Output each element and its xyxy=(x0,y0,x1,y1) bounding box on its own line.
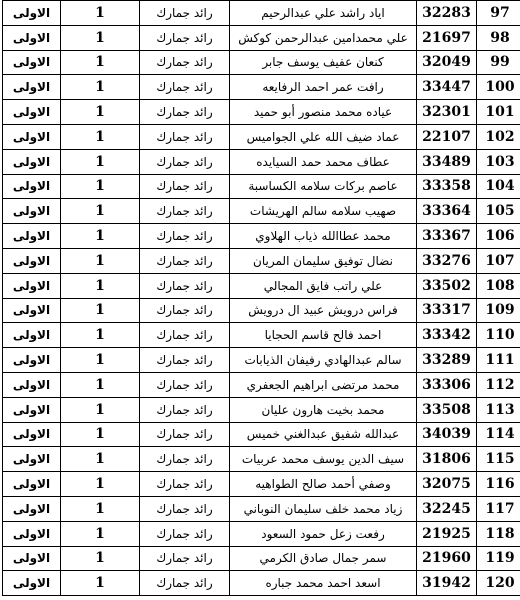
id-cell: 21925 xyxy=(417,521,477,546)
name-cell: رافت عمر احمد الرفايعه xyxy=(230,75,417,100)
count-cell: 1 xyxy=(61,298,140,323)
id-cell: 32283 xyxy=(417,1,477,26)
name-cell: محمد عطاالله ذياب الهلاوي xyxy=(230,224,417,249)
table-row xyxy=(3,174,520,199)
id-cell: 31942 xyxy=(417,571,477,596)
row-number-cell: 98 xyxy=(477,25,520,50)
row-number-cell: 107 xyxy=(477,248,520,273)
rank-cell: رائد جمارك xyxy=(140,571,230,596)
count-cell: 1 xyxy=(61,397,140,422)
name-cell: سيف الدين يوسف محمد عربيات xyxy=(230,447,417,472)
rank-cell: رائد جمارك xyxy=(140,1,230,26)
rank-cell: رائد جمارك xyxy=(140,372,230,397)
row-number-cell: 119 xyxy=(477,546,520,571)
status-cell: الاولى xyxy=(3,149,61,174)
count-cell: 1 xyxy=(61,546,140,571)
id-cell: 33342 xyxy=(417,323,477,348)
rank-cell: رائد جمارك xyxy=(140,298,230,323)
id-cell: 33276 xyxy=(417,248,477,273)
id-cell: 22107 xyxy=(417,124,477,149)
table-row xyxy=(3,372,520,397)
id-cell: 33358 xyxy=(417,174,477,199)
status-cell: الاولى xyxy=(3,75,61,100)
status-cell: الاولى xyxy=(3,323,61,348)
rank-cell: رائد جمارك xyxy=(140,124,230,149)
count-cell: 1 xyxy=(61,25,140,50)
row-number-cell: 109 xyxy=(477,298,520,323)
table-row xyxy=(3,1,520,26)
personnel-table xyxy=(2,0,520,596)
status-cell: الاولى xyxy=(3,298,61,323)
status-cell: الاولى xyxy=(3,422,61,447)
id-cell: 32245 xyxy=(417,496,477,521)
table-row xyxy=(3,546,520,571)
table-body xyxy=(3,1,520,596)
count-cell: 1 xyxy=(61,199,140,224)
status-cell: الاولى xyxy=(3,224,61,249)
rank-cell: رائد جمارك xyxy=(140,174,230,199)
row-number-cell: 105 xyxy=(477,199,520,224)
count-cell: 1 xyxy=(61,348,140,373)
name-cell: سالم عبدالهادي رفيفان الذيابات xyxy=(230,348,417,373)
count-cell: 1 xyxy=(61,124,140,149)
count-cell: 1 xyxy=(61,496,140,521)
id-cell: 33489 xyxy=(417,149,477,174)
status-cell: الاولى xyxy=(3,124,61,149)
rank-cell: رائد جمارك xyxy=(140,546,230,571)
id-cell: 33502 xyxy=(417,273,477,298)
name-cell: عطاف محمد حمد السيايده xyxy=(230,149,417,174)
status-cell: الاولى xyxy=(3,348,61,373)
row-number-cell: 110 xyxy=(477,323,520,348)
table-row xyxy=(3,472,520,497)
name-cell: عاصم بركات سلامه الكساسبة xyxy=(230,174,417,199)
rank-cell: رائد جمارك xyxy=(140,199,230,224)
rank-cell: رائد جمارك xyxy=(140,422,230,447)
id-cell: 31806 xyxy=(417,447,477,472)
id-cell: 32049 xyxy=(417,50,477,75)
rank-cell: رائد جمارك xyxy=(140,50,230,75)
row-number-cell: 97 xyxy=(477,1,520,26)
count-cell: 1 xyxy=(61,174,140,199)
id-cell: 33447 xyxy=(417,75,477,100)
status-cell: الاولى xyxy=(3,496,61,521)
table-row xyxy=(3,447,520,472)
name-cell: وصفي أحمد صالح الطواهيه xyxy=(230,472,417,497)
rank-cell: رائد جمارك xyxy=(140,25,230,50)
status-cell: الاولى xyxy=(3,372,61,397)
row-number-cell: 118 xyxy=(477,521,520,546)
rank-cell: رائد جمارك xyxy=(140,248,230,273)
table-row xyxy=(3,496,520,521)
count-cell: 1 xyxy=(61,75,140,100)
name-cell: عبدالله شفيق عبدالغني خميس xyxy=(230,422,417,447)
table-row xyxy=(3,199,520,224)
name-cell: كنعان عفيف يوسف جابر xyxy=(230,50,417,75)
table-row xyxy=(3,149,520,174)
name-cell: محمد بخيت هارون عليان xyxy=(230,397,417,422)
id-cell: 33306 xyxy=(417,372,477,397)
row-number-cell: 104 xyxy=(477,174,520,199)
table-row xyxy=(3,397,520,422)
table-row xyxy=(3,75,520,100)
table-row xyxy=(3,348,520,373)
rank-cell: رائد جمارك xyxy=(140,472,230,497)
name-cell: سمر جمال صادق الكرمي xyxy=(230,546,417,571)
status-cell: الاولى xyxy=(3,248,61,273)
status-cell: الاولى xyxy=(3,1,61,26)
id-cell: 33367 xyxy=(417,224,477,249)
row-number-cell: 99 xyxy=(477,50,520,75)
name-cell: نضال توفيق سليمان المريان xyxy=(230,248,417,273)
count-cell: 1 xyxy=(61,100,140,125)
status-cell: الاولى xyxy=(3,273,61,298)
count-cell: 1 xyxy=(61,273,140,298)
rank-cell: رائد جمارك xyxy=(140,273,230,298)
row-number-cell: 117 xyxy=(477,496,520,521)
status-cell: الاولى xyxy=(3,472,61,497)
name-cell: صهيب سلامه سالم الهريشات xyxy=(230,199,417,224)
count-cell: 1 xyxy=(61,422,140,447)
rank-cell: رائد جمارك xyxy=(140,348,230,373)
rank-cell: رائد جمارك xyxy=(140,75,230,100)
status-cell: الاولى xyxy=(3,25,61,50)
row-number-cell: 115 xyxy=(477,447,520,472)
name-cell: احمد فالح قاسم الحجايا xyxy=(230,323,417,348)
status-cell: الاولى xyxy=(3,521,61,546)
row-number-cell: 108 xyxy=(477,273,520,298)
status-cell: الاولى xyxy=(3,50,61,75)
count-cell: 1 xyxy=(61,224,140,249)
count-cell: 1 xyxy=(61,149,140,174)
row-number-cell: 120 xyxy=(477,571,520,596)
table-row xyxy=(3,124,520,149)
row-number-cell: 116 xyxy=(477,472,520,497)
id-cell: 21697 xyxy=(417,25,477,50)
row-number-cell: 103 xyxy=(477,149,520,174)
count-cell: 1 xyxy=(61,50,140,75)
count-cell: 1 xyxy=(61,447,140,472)
name-cell: علي محمدامين عبدالرحمن كوكش xyxy=(230,25,417,50)
rank-cell: رائد جمارك xyxy=(140,521,230,546)
id-cell: 33508 xyxy=(417,397,477,422)
name-cell: فراس درويش عبيد ال درويش xyxy=(230,298,417,323)
table-row xyxy=(3,422,520,447)
id-cell: 33289 xyxy=(417,348,477,373)
status-cell: الاولى xyxy=(3,447,61,472)
name-cell: اسعد احمد محمد جباره xyxy=(230,571,417,596)
row-number-cell: 114 xyxy=(477,422,520,447)
rank-cell: رائد جمارك xyxy=(140,447,230,472)
name-cell: عياده محمد منصور أبو حميد xyxy=(230,100,417,125)
table-row xyxy=(3,273,520,298)
name-cell: محمد مرتضى ابراهيم الجعفري xyxy=(230,372,417,397)
name-cell: علي راتب فايق المجالي xyxy=(230,273,417,298)
row-number-cell: 101 xyxy=(477,100,520,125)
table-row xyxy=(3,248,520,273)
table-row xyxy=(3,298,520,323)
row-number-cell: 100 xyxy=(477,75,520,100)
rank-cell: رائد جمارك xyxy=(140,397,230,422)
name-cell: عماد ضيف الله علي الجواميس xyxy=(230,124,417,149)
status-cell: الاولى xyxy=(3,174,61,199)
count-cell: 1 xyxy=(61,1,140,26)
status-cell: الاولى xyxy=(3,100,61,125)
rank-cell: رائد جمارك xyxy=(140,496,230,521)
row-number-cell: 102 xyxy=(477,124,520,149)
id-cell: 32301 xyxy=(417,100,477,125)
table-row xyxy=(3,323,520,348)
status-cell: الاولى xyxy=(3,546,61,571)
id-cell: 33317 xyxy=(417,298,477,323)
id-cell: 33364 xyxy=(417,199,477,224)
row-number-cell: 113 xyxy=(477,397,520,422)
table-row xyxy=(3,50,520,75)
table-row xyxy=(3,521,520,546)
name-cell: اياد راشد علي عبدالرحيم xyxy=(230,1,417,26)
rank-cell: رائد جمارك xyxy=(140,100,230,125)
id-cell: 21960 xyxy=(417,546,477,571)
name-cell: زياد محمد خلف سليمان النوباني xyxy=(230,496,417,521)
table-row xyxy=(3,224,520,249)
id-cell: 34039 xyxy=(417,422,477,447)
rank-cell: رائد جمارك xyxy=(140,224,230,249)
count-cell: 1 xyxy=(61,571,140,596)
rank-cell: رائد جمارك xyxy=(140,323,230,348)
rank-cell: رائد جمارك xyxy=(140,149,230,174)
row-number-cell: 106 xyxy=(477,224,520,249)
count-cell: 1 xyxy=(61,323,140,348)
count-cell: 1 xyxy=(61,521,140,546)
count-cell: 1 xyxy=(61,248,140,273)
name-cell: رفعت زعل حمود السعود xyxy=(230,521,417,546)
status-cell: الاولى xyxy=(3,397,61,422)
table-row xyxy=(3,25,520,50)
row-number-cell: 111 xyxy=(477,348,520,373)
count-cell: 1 xyxy=(61,372,140,397)
count-cell: 1 xyxy=(61,472,140,497)
table-row xyxy=(3,571,520,596)
status-cell: الاولى xyxy=(3,571,61,596)
id-cell: 32075 xyxy=(417,472,477,497)
row-number-cell: 112 xyxy=(477,372,520,397)
status-cell: الاولى xyxy=(3,199,61,224)
table-row xyxy=(3,100,520,125)
